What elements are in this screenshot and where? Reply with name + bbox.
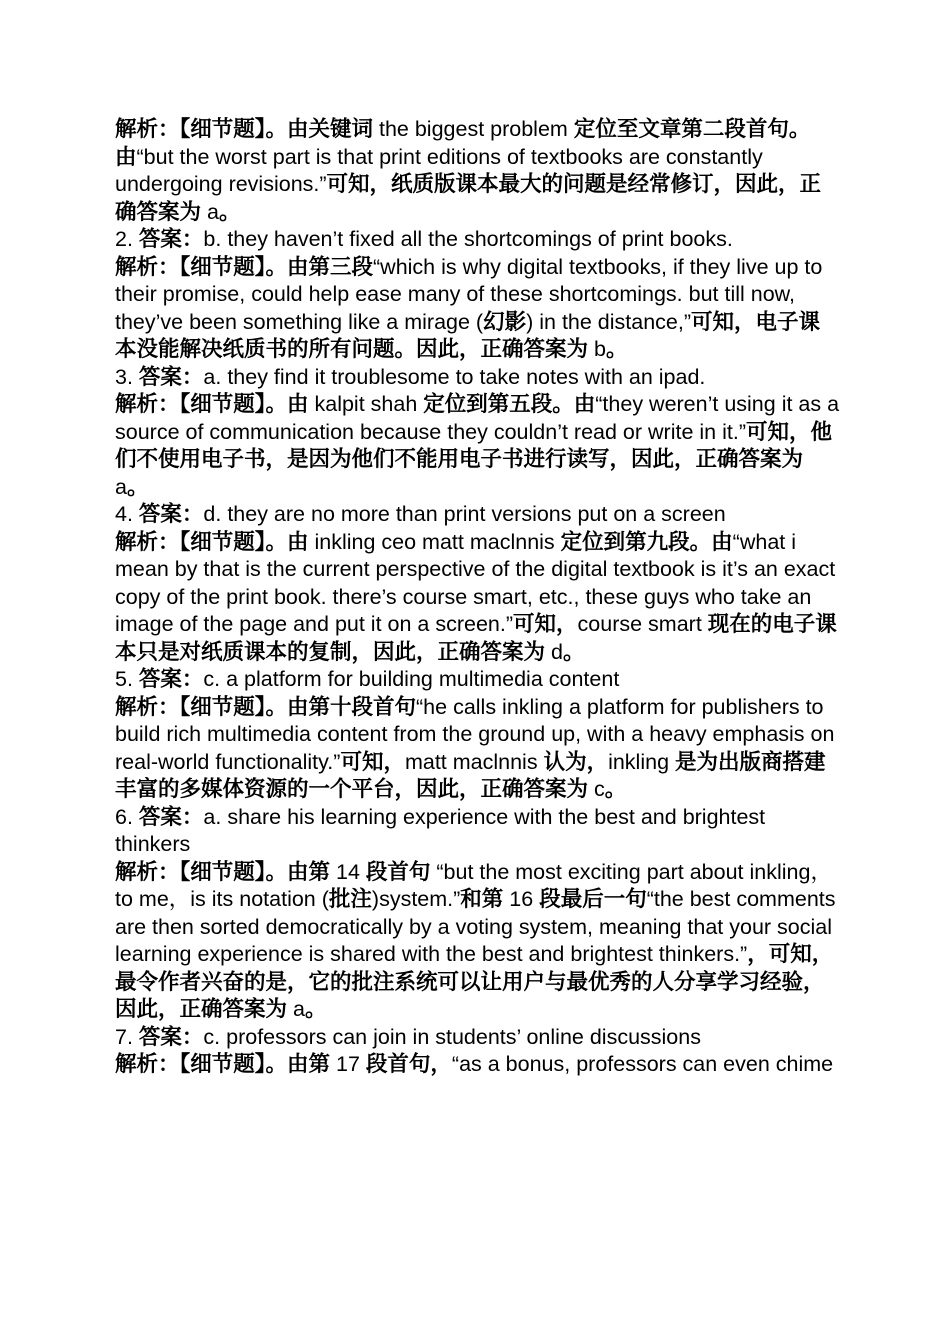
bold-text-run: 解析：【细节题】。由第: [115, 1052, 331, 1077]
text-run: “which is why digital textbooks, if they live up to their promise, could help ease many of these shortcomings. but till now, they’ve been something like a mirage (: [115, 254, 823, 334]
bold-text-run: 是为出版商搭建丰富的多媒体资源的一个平台，因此，正确答案为: [115, 749, 826, 802]
bold-text-run: 定位至文章第二段首句。由: [115, 117, 811, 170]
text-run: ) in the distance,”: [526, 309, 692, 334]
bold-text-run: 。: [126, 474, 149, 500]
text-run: c. professors can join in students’ online discussions: [203, 1024, 701, 1049]
text-run: 4.: [115, 502, 139, 526]
text-run: kalpit shah: [308, 392, 424, 416]
text-run: 7.: [115, 1024, 139, 1049]
text-run: inkling: [608, 749, 676, 774]
text-run: matt maclnnis: [404, 749, 544, 774]
bold-text-run: 段最后一句: [539, 887, 647, 912]
bold-text-run: 解析：【细节题】。由: [115, 392, 309, 417]
bold-text-run: 答案：: [138, 364, 204, 390]
answer-paragraph: [115, 529, 840, 667]
bold-text-run: 可知，: [340, 749, 405, 775]
text-run: 6.: [115, 804, 139, 829]
text-run: “but the most exciting part about inkling，to me，is its notation (: [115, 859, 832, 911]
bold-text-run: 段首句: [365, 859, 431, 885]
bold-text-run: 定位到第五段。由: [423, 392, 596, 417]
text-run: “the best comments are then sorted democratically by a voting system, meaning that your social learning experience is shared with the best and brightest thinkers.”: [115, 887, 836, 966]
answer-paragraph: [115, 694, 840, 804]
text-run: inkling ceo matt maclnnis: [308, 529, 561, 554]
text-run: 16: [503, 887, 540, 911]
bold-text-run: 。: [218, 199, 241, 225]
bold-text-run: 解析：【细节题】。由第: [115, 859, 331, 885]
text-run: “they weren’t using it as a source of communication because they couldn’t read or write in it.”: [115, 392, 840, 444]
answer-paragraph: [115, 1024, 840, 1052]
answer-paragraph: [115, 859, 840, 1024]
text-run: 14: [330, 859, 366, 884]
bold-text-run: 。: [605, 337, 628, 362]
text-run: a: [115, 474, 127, 499]
answer-paragraph: [115, 804, 840, 859]
text-run: the biggest problem: [373, 117, 574, 141]
bold-text-run: 可知，: [513, 612, 578, 637]
bold-text-run: 现在的电子课本只是对纸质课本的复制，因此，正确答案为: [115, 612, 837, 665]
text-run: course smart: [577, 612, 708, 636]
answer-paragraph: [115, 116, 840, 226]
text-run: c. a platform for building multimedia content: [203, 667, 620, 691]
bold-text-run: 解析：【细节题】。由: [115, 529, 309, 555]
text-run: 3.: [115, 364, 139, 389]
answer-paragraph: [115, 364, 840, 392]
bold-text-run: 可知，电子课本没能解决纸质书的所有问题。因此，正确答案为: [115, 309, 821, 362]
bold-text-run: 认为，: [543, 749, 609, 775]
text-run: d: [545, 639, 563, 664]
text-run: a. they find it troublesome to take notes with an ipad.: [203, 364, 706, 389]
bold-text-run: 批注: [328, 887, 372, 912]
answer-paragraph: [115, 501, 840, 529]
text-run: “what i mean by that is the current perspective of the digital textbook is it’s an exact copy of the print book. there’s course smart, etc., these guys who take an image of the page and put it on a screen.”: [115, 529, 836, 636]
bold-text-run: 答案：: [138, 804, 204, 830]
bold-text-run: 答案：: [138, 502, 204, 527]
bold-text-run: 和第: [460, 887, 504, 912]
text-run: 2.: [115, 227, 139, 251]
text-run: a: [201, 199, 219, 224]
bold-text-run: ，可知，最令作者兴奋的是，它的批注系统可以让用户与最优秀的人分享学习经验，因此，正确答案为: [115, 942, 834, 1022]
bold-text-run: 定位到第九段。由: [560, 529, 733, 555]
bold-text-run: 解析：【细节题】。由第十段首句: [115, 694, 417, 720]
bold-text-run: 答案：: [138, 1024, 204, 1050]
text-run: 17: [330, 1052, 366, 1076]
answer-paragraph: [115, 254, 840, 364]
bold-text-run: 可知，他们不使用电子书，是因为他们不能用电子书进行读写，因此，正确答案为: [115, 419, 832, 472]
document-page: [115, 116, 840, 1079]
bold-text-run: 答案：: [138, 667, 204, 692]
text-run: 5.: [115, 667, 139, 691]
bold-text-run: 。: [562, 639, 585, 665]
text-run: “as a bonus, professors can even chime: [451, 1052, 834, 1076]
bold-text-run: 。: [304, 997, 327, 1022]
text-run: a: [287, 997, 305, 1021]
bold-text-run: 可知，纸质版课本最大的问题是经常修订，因此，正确答案为: [115, 172, 822, 225]
bold-text-run: 段首句，: [365, 1052, 452, 1077]
bold-text-run: 答案：: [138, 227, 204, 252]
answer-paragraph: [115, 1051, 840, 1079]
answer-paragraph: [115, 226, 840, 254]
answer-paragraph: [115, 666, 840, 694]
text-run: “but the worst part is that print editions of textbooks are constantly undergoing revisions.”: [115, 144, 763, 196]
text-run: c: [588, 777, 605, 801]
text-run: “he calls inkling a platform for publishers to build rich multimedia content from the ground up, with a heavy emphasis on real-world functionality.”: [115, 694, 835, 774]
bold-text-run: 。: [604, 777, 627, 802]
answer-paragraph: [115, 391, 840, 501]
bold-text-run: 解析：【细节题】。由第三段: [115, 254, 374, 280]
text-run: a. share his learning experience with the best and brightest thinkers: [115, 804, 766, 856]
text-run: d. they are no more than print versions put on a screen: [203, 502, 726, 526]
bold-text-run: 解析：【细节题】。由关键词: [115, 117, 374, 142]
text-run: b. they haven’t fixed all the shortcomings of print books.: [203, 227, 733, 251]
text-run: b: [588, 337, 606, 361]
bold-text-run: 幻影: [483, 309, 527, 335]
text-run: )system.”: [371, 887, 461, 911]
